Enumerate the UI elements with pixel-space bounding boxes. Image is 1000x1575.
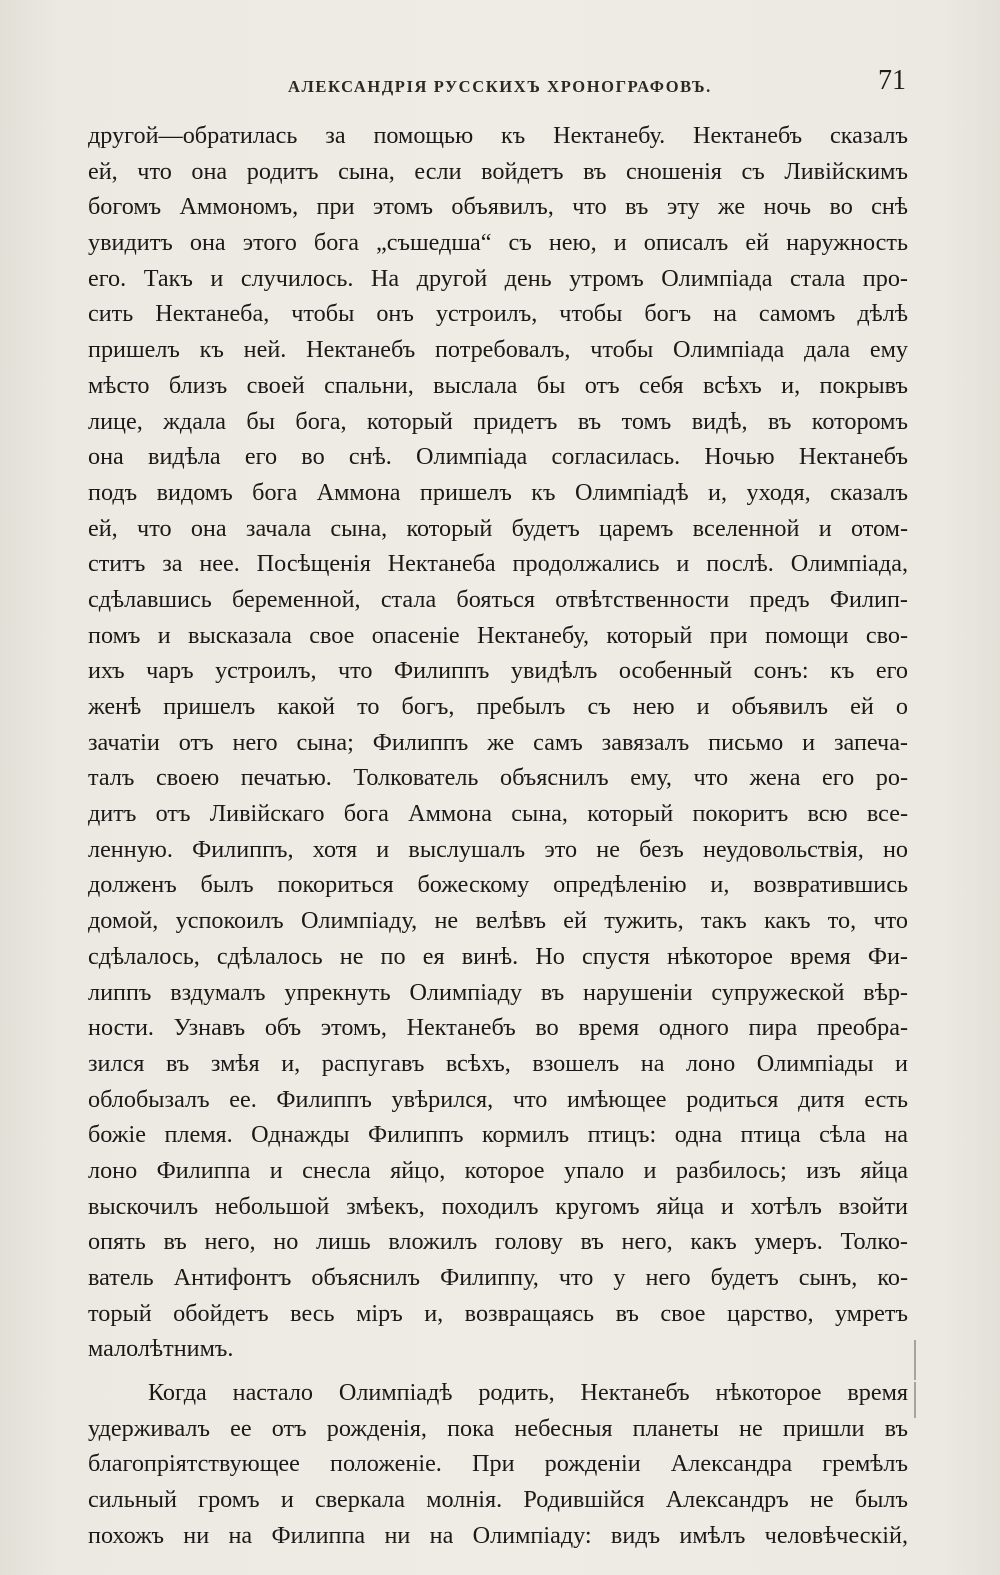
body-text xyxy=(88,118,908,1554)
text-line: его. Такъ и случилось. На другой день утромъ Олимпіада стала про- xyxy=(88,264,908,292)
text-line: другой—обратилась за помощью къ Нектанебу. Нектанебъ сказалъ xyxy=(88,122,908,149)
scan-edge-mark xyxy=(914,1340,916,1380)
scan-edge-mark xyxy=(914,1382,916,1418)
text-line: она видѣла его во снѣ. Олимпіада согласилась. Ночью Нектанебъ xyxy=(88,443,908,471)
text-line: торый обойдетъ весь міръ и, возвращаясь въ свое царство, умретъ xyxy=(88,1299,908,1327)
text-line: ихъ чаръ устроилъ, что Филиппъ увидѣлъ особенный сонъ: къ его xyxy=(88,657,908,685)
text-line: зачатіи отъ него сына; Филиппъ же самъ завязалъ письмо и запеча- xyxy=(88,728,908,756)
text-line: благопріятствующее положеніе. При рожденіи Александра гремѣлъ xyxy=(88,1450,908,1478)
paragraph-2 xyxy=(88,1375,908,1553)
page-number: 71 xyxy=(878,65,906,96)
text-line: ей, что она зачала сына, который будетъ царемъ вселенной и отом- xyxy=(88,514,908,542)
text-line: дитъ отъ Ливійскаго бога Аммона сына, который покоритъ всю все- xyxy=(88,800,908,828)
text-line: похожъ ни на Филиппа ни на Олимпіаду: видъ имѣлъ человѣческій, xyxy=(88,1521,908,1549)
running-head xyxy=(0,63,1000,103)
text-line: мѣсто близъ своей спальни, выслала бы отъ себя всѣхъ и, покрывъ xyxy=(88,371,908,399)
text-line: божіе племя. Однажды Филиппъ кормилъ птицъ: одна птица сѣла на xyxy=(88,1121,908,1149)
running-title: АЛЕКСАНДРІЯ РУССКИХЪ ХРОНОГРАФОВЪ. xyxy=(288,77,712,96)
text-line: богомъ Аммономъ, при этомъ объявилъ, что въ эту же ночь во снѣ xyxy=(88,193,908,221)
text-line: лице, ждала бы бога, который придетъ въ томъ видѣ, въ которомъ xyxy=(88,407,908,435)
text-line: сдѣлавшись беременной, стала бояться отвѣтственности предъ Филип- xyxy=(88,585,908,613)
text-line: долженъ былъ покориться божескому опредѣленію и, возвратившись xyxy=(88,871,908,899)
text-line: увидитъ она этого бога „съшедша“ съ нею, и описалъ ей наружность xyxy=(88,229,908,257)
text-line: ности. Узнавъ объ этомъ, Нектанебъ во время одного пира преобра- xyxy=(88,1014,908,1042)
text-line: сдѣлалось, сдѣлалось не по ея винѣ. Но спустя нѣкоторое время Фи- xyxy=(88,942,908,970)
paragraph-gap xyxy=(88,1367,908,1375)
text-line: пришелъ къ ней. Нектанебъ потребовалъ, чтобы Олимпіада дала ему xyxy=(88,336,908,364)
text-line: малолѣтнимъ. xyxy=(88,1335,234,1363)
text-line: женѣ пришелъ какой то богъ, пребылъ съ нею и объявилъ ей о xyxy=(88,693,908,720)
text-line: облобызалъ ее. Филиппъ увѣрился, что имѣющее родиться дитя есть xyxy=(88,1085,908,1113)
paragraph-1 xyxy=(88,118,908,1367)
text-line: сить Нектанеба, чтобы онъ устроилъ, чтобы богъ на самомъ дѣлѣ xyxy=(88,300,908,328)
text-line: лоно Филиппа и снесла яйцо, которое упало и разбилось; изъ яйца xyxy=(88,1156,908,1184)
text-line: зился въ змѣя и, распугавъ всѣхъ, взошелъ на лоно Олимпіады и xyxy=(88,1049,908,1077)
text-line: удерживалъ ее отъ рожденія, пока небесныя планеты не пришли въ xyxy=(88,1414,908,1442)
text-line: талъ своею печатью. Толкователь объяснилъ ему, что жена его ро- xyxy=(88,764,908,792)
text-line: выскочилъ небольшой змѣекъ, походилъ кругомъ яйца и хотѣлъ взойти xyxy=(88,1192,908,1220)
text-line: липпъ вздумалъ упрекнуть Олимпіаду въ нарушеніи супружеской вѣр- xyxy=(88,978,908,1006)
text-line: подъ видомъ бога Аммона пришелъ къ Олимпіадѣ и, уходя, сказалъ xyxy=(88,478,908,506)
text-line: домой, успокоилъ Олимпіаду, не велѣвъ ей тужить, такъ какъ то, что xyxy=(88,907,908,935)
text-line: опять въ него, но лишь вложилъ голову въ него, какъ умеръ. Толко- xyxy=(88,1228,908,1256)
text-line: ленную. Филиппъ, хотя и выслушалъ это не безъ неудовольствія, но xyxy=(88,835,908,863)
text-line: ститъ за нее. Посѣщенія Нектанеба продолжались и послѣ. Олимпіада, xyxy=(88,550,908,578)
text-line: Когда настало Олимпіадѣ родить, Нектанебъ нѣкоторое время xyxy=(148,1379,908,1407)
text-line: сильный громъ и сверкала молнія. Родившійся Александръ не былъ xyxy=(88,1486,908,1514)
text-line: ватель Антифонтъ объяснилъ Филиппу, что у него будетъ сынъ, ко- xyxy=(88,1264,908,1291)
text-line: ей, что она родитъ сына, если войдетъ въ сношенія съ Ливійскимъ xyxy=(88,157,908,185)
text-line: помъ и высказала свое опасеніе Нектанебу, который при помощи сво- xyxy=(88,621,908,649)
